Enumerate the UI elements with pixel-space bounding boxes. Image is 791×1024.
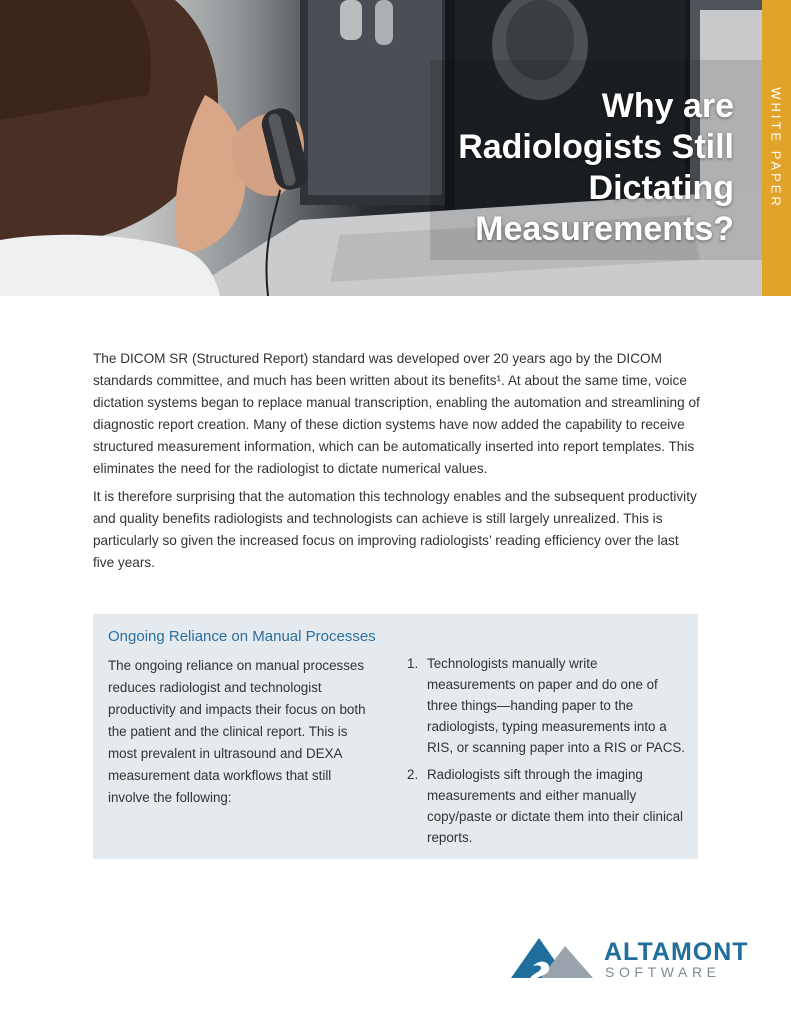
- list-item-number: 2.: [407, 767, 419, 782]
- intro-paragraph-1: The DICOM SR (Structured Report) standard was developed over 20 years ago by the DICOM standards committee, and much has been written about its benefits¹. At about the same time, voice dictation systems began to replace manual transcription, enabling the automation and streamlining of diagnostic report creation. Many of these diction systems have now added the capability to receive structured measurement information, which can be automatically inserted into report templates. This eliminates the need for the radiologist to dictate numerical values.: [93, 351, 700, 476]
- mountain-logo-icon: [511, 936, 597, 982]
- logo-subtitle: SOFTWARE: [605, 964, 721, 980]
- hero-image: [0, 0, 762, 296]
- list-item: [407, 764, 689, 848]
- callout-list: [407, 653, 689, 854]
- callout-box: [93, 614, 698, 859]
- page-title: Why are Radiologists Still Dictating Measurements?: [458, 87, 734, 248]
- list-item: [407, 653, 689, 758]
- intro-paragraph-2: It is therefore surprising that the automation this technology enables and the subsequent productivity and quality benefits radiologists and technologists can achieve is still largely unrealized. This is particularly so given the increased focus on improving radiologists’ reading efficiency over the last five years.: [93, 489, 697, 570]
- list-item-text: Technologists manually write measurements on paper and do one of three things—handing paper to the radiologists, typing measurements into a RIS, or scanning paper into a RIS or PACS.: [427, 656, 686, 755]
- altamont-logo: [511, 936, 751, 982]
- callout-lead-text: The ongoing reliance on manual processes reduces radiologist and technologist productivity and impacts their focus on both the patient and the clinical report. This is most prevalent in ultrasound and DEXA measurement data workflows that still involve the following:: [108, 658, 366, 805]
- white-paper-label: WHITE PAPER: [768, 87, 784, 209]
- intro-section: [93, 348, 703, 580]
- list-item-number: 1.: [407, 656, 419, 671]
- list-item-text: Radiologists sift through the imaging measurements and either manually copy/paste or dictate them into their clinical reports.: [427, 767, 684, 845]
- logo-name: ALTAMONT: [604, 938, 749, 966]
- callout-heading: Ongoing Reliance on Manual Processes: [108, 628, 376, 645]
